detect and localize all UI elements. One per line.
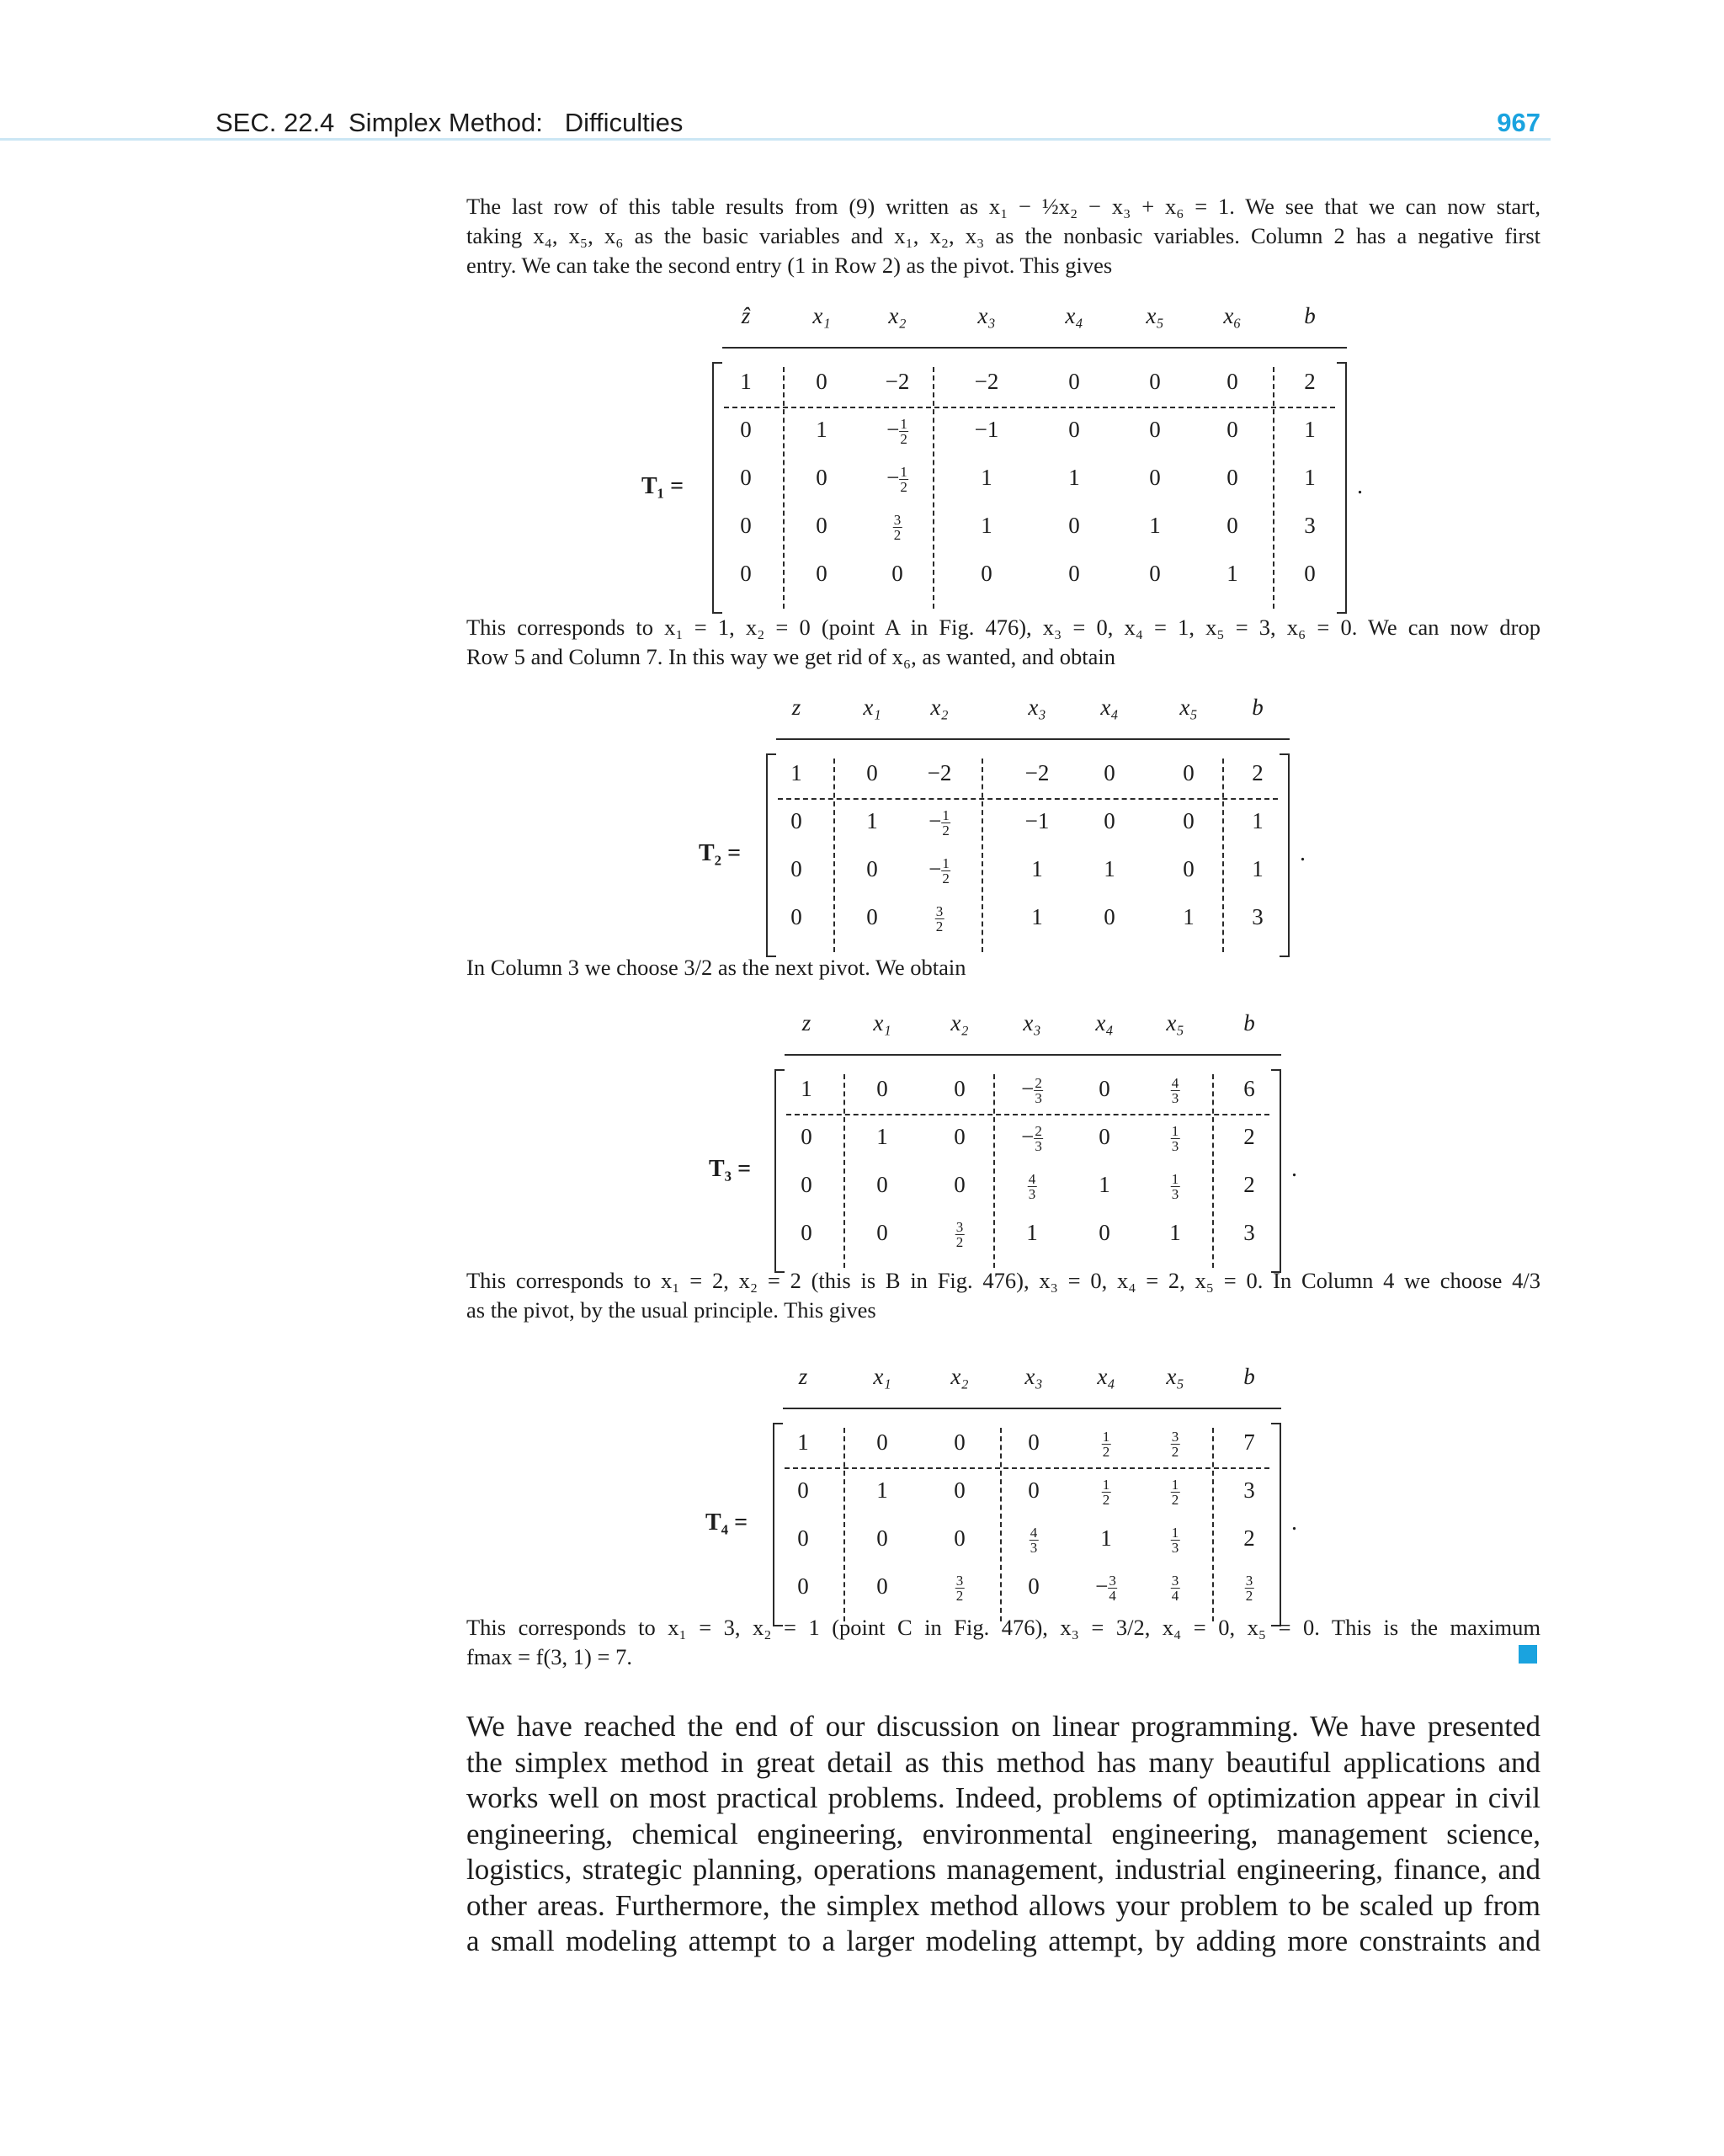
tableau-cell: 0 [740, 417, 752, 442]
column-divider [783, 367, 785, 609]
tableau-cell: 0 [954, 1076, 966, 1101]
tableau-cell: 1 [797, 1429, 809, 1455]
matrix-bracket-left [773, 1423, 783, 1626]
tableau-cell: $\frac{3}{2}$ [1171, 1429, 1179, 1461]
column-header: x₁ [863, 695, 881, 720]
column-divider [843, 1074, 845, 1268]
paragraph-5 [466, 1613, 1540, 1672]
column-header: x₁ [812, 303, 831, 328]
tableau-cell: $\frac{1}{2}$ [1102, 1429, 1110, 1461]
tableau-name: T₄ = [705, 1509, 748, 1536]
tableau-cell: 0 [1068, 513, 1080, 538]
tableau-cell: 1 [1226, 561, 1238, 586]
p6-line: logistics, strategic planning, operations management, industrial engineering, finance, and [466, 1853, 1540, 1886]
tableau-cell: $\frac{4}{3}$ [1028, 1171, 1036, 1203]
tableau-cell: 0 [876, 1525, 888, 1551]
running-header [216, 108, 1540, 141]
column-header: x₅ [1166, 1010, 1184, 1035]
row-divider [724, 407, 1335, 408]
tableau-cell: 3 [1252, 904, 1264, 929]
p6-line: engineering, chemical engineering, environmental engineering, management science, [466, 1817, 1540, 1850]
column-header: x₄ [1097, 1364, 1115, 1389]
column-divider [993, 1074, 995, 1268]
tableau-cell: 2 [1243, 1525, 1255, 1551]
column-header: x₃ [1024, 1364, 1043, 1389]
column-header: x₂ [950, 1364, 969, 1389]
tableau-cell: 1 [866, 808, 878, 833]
p4-line-1: This corresponds to x₁ = 2, x₂ = 2 (this is B in Fig. 476), x₃ = 0, x₄ = 2, x₅ = 0. In Column 4 we choose 4/3 [466, 1268, 1540, 1293]
column-header: x₄ [1095, 1010, 1114, 1035]
tableau-cell: − $\frac{1}{2}$ [886, 416, 907, 448]
tableau-cell: 3 [1243, 1220, 1255, 1245]
tableau-cell: $\frac{3}{2}$ [955, 1219, 964, 1251]
paragraph-2 [466, 613, 1540, 672]
column-divider [1212, 1428, 1214, 1621]
column-header: x₅ [1179, 695, 1198, 720]
tableau-cell: 0 [1226, 465, 1238, 490]
tableau-cell: 3 [1243, 1477, 1255, 1503]
tableau-cell: 1 [1026, 1220, 1038, 1245]
tableau-cell: $\frac{3}{2}$ [893, 512, 902, 544]
tableau-cell: 0 [801, 1124, 812, 1149]
tableau-cell: 0 [876, 1573, 888, 1599]
tableau-name: T₃ = [709, 1156, 752, 1182]
tableau-cell: 1 [1149, 513, 1161, 538]
tableau-cell: 0 [801, 1172, 812, 1197]
matrix-bracket-right [1271, 1069, 1281, 1273]
column-header: x₅ [1146, 303, 1164, 328]
column-header: x₂ [950, 1010, 969, 1035]
tableau-cell: − $\frac{1}{2}$ [929, 855, 950, 887]
tableau-cell: 0 [1068, 369, 1080, 394]
tableau-cell: 0 [866, 856, 878, 881]
column-header: ẑ [741, 303, 751, 328]
tableau-cell: 0 [1068, 417, 1080, 442]
column-header: x₁ [873, 1364, 891, 1389]
paragraph-4 [466, 1266, 1540, 1325]
tableau-cell: 0 [1149, 465, 1161, 490]
tableau-cell: 0 [954, 1124, 966, 1149]
tableau-cell: $\frac{3}{4}$ [1171, 1573, 1179, 1605]
column-header: x₂ [888, 303, 907, 328]
tableau-cell: 0 [1104, 808, 1115, 833]
tableau-cell: 1 [1068, 465, 1080, 490]
tableau-cell: 1 [1031, 856, 1043, 881]
column-divider [1212, 1074, 1214, 1268]
tableau-cell: 1 [1031, 904, 1043, 929]
tableau-cell: 0 [816, 513, 827, 538]
tableau-cell: 0 [1226, 513, 1238, 538]
tableau-cell: $\frac{1}{3}$ [1171, 1123, 1179, 1155]
tableau-cell: $\frac{3}{2}$ [955, 1573, 964, 1605]
column-header: x₆ [1223, 303, 1242, 328]
p2-line-2: Row 5 and Column 7. In this way we get rid of x₆, as wanted, and obtain [466, 644, 1115, 669]
sentence-period: . [1357, 472, 1363, 499]
column-header: x₃ [977, 303, 996, 328]
tableau-name: T₁ = [641, 472, 684, 499]
p6-line: We have reached the end of our discussion on linear programming. We have presented [466, 1710, 1540, 1743]
tableau-cell: 0 [797, 1573, 809, 1599]
header-rule [0, 138, 1551, 141]
closing-paragraph [466, 1709, 1540, 1960]
row-divider [785, 1467, 1269, 1469]
tableau-cell: 0 [876, 1429, 888, 1455]
tableau-cell: 1 [1304, 417, 1316, 442]
tableau-cell: 0 [740, 561, 752, 586]
header-rule-line [776, 738, 1290, 740]
column-header: b [1243, 1364, 1255, 1389]
p1-line-2: taking x₄, x₅, x₆ as the basic variables and x₁, x₂, x₃ as the nonbasic variables. Column 2 has a negative first [466, 223, 1540, 248]
tableau-cell: 0 [1183, 760, 1195, 785]
tableau-cell: 1 [1304, 465, 1316, 490]
tableau-cell: 0 [790, 904, 802, 929]
paragraph-3 [466, 953, 1540, 982]
matrix-bracket-left [712, 362, 722, 614]
tableau-cell: −2 [927, 760, 952, 785]
column-divider [843, 1428, 845, 1621]
p6-line: a small modeling attempt to a larger modeling attempt, by adding more constraints and [466, 1924, 1540, 1957]
tableau-cell: 0 [801, 1220, 812, 1245]
tableau-cell: 1 [1252, 808, 1264, 833]
matrix-bracket-right [1337, 362, 1347, 614]
tableau-cell: 0 [1028, 1429, 1040, 1455]
matrix-bracket-right [1271, 1423, 1281, 1626]
tableau-cell: 0 [1028, 1477, 1040, 1503]
column-header: x₃ [1028, 695, 1046, 720]
tableau-cell: 1 [981, 465, 992, 490]
sentence-period: . [1291, 1509, 1297, 1536]
tableau-cell: 0 [866, 904, 878, 929]
tableau-cell: 0 [1099, 1076, 1110, 1101]
tableau-cell: 0 [981, 561, 992, 586]
section-number: SEC. 22.4 [216, 108, 335, 137]
tableau-cell: − $\frac{1}{2}$ [929, 807, 950, 839]
tableau-cell: $\frac{1}{2}$ [1171, 1477, 1179, 1509]
column-header: z [801, 1010, 811, 1035]
column-header: b [1243, 1010, 1255, 1035]
tableau-cell: 0 [1226, 369, 1238, 394]
column-header: z [791, 695, 801, 720]
matrix-bracket-left [766, 753, 776, 957]
column-header: x₄ [1065, 303, 1083, 328]
tableau-cell: 0 [954, 1172, 966, 1197]
header-rule-line [785, 1054, 1281, 1056]
tableau-cell: 0 [740, 513, 752, 538]
tableau-cell: 2 [1252, 760, 1264, 785]
end-of-example-square [1519, 1645, 1537, 1664]
sentence-period: . [1300, 840, 1306, 866]
column-header: x₂ [930, 695, 949, 720]
header-rule-line [722, 347, 1347, 349]
p2-line-1: This corresponds to x₁ = 1, x₂ = 0 (point A in Fig. 476), x₃ = 0, x₄ = 1, x₅ = 3, x₆ = 0. We can now drop [466, 615, 1540, 640]
tableau-cell: 1 [740, 369, 752, 394]
column-divider [1273, 367, 1274, 609]
tableau-cell: −2 [1024, 760, 1050, 785]
tableau-cell: 1 [1099, 1172, 1110, 1197]
p5-line-1: This corresponds to x₁ = 3, x₂ = 1 (point C in Fig. 476), x₃ = 3/2, x₄ = 0, x₅ = 0. This is the maximum [466, 1615, 1540, 1640]
tableau-cell: 0 [1068, 561, 1080, 586]
tableau-cell: 0 [1183, 808, 1195, 833]
tableau-cell: 1 [1169, 1220, 1181, 1245]
p6-line: works well on most practical problems. Indeed, problems of optimization appear in civil [466, 1781, 1540, 1814]
tableau-cell: $\frac{1}{2}$ [1102, 1477, 1110, 1509]
tableau-cell: 0 [816, 561, 827, 586]
header-rule-line [783, 1408, 1281, 1409]
column-header: b [1304, 303, 1316, 328]
tableau-cell: 2 [1243, 1172, 1255, 1197]
p1-line-3: entry. We can take the second entry (1 in Row 2) as the pivot. This gives [466, 253, 1113, 278]
tableau-cell: 0 [954, 1429, 966, 1455]
tableau-cell: 0 [797, 1525, 809, 1551]
matrix-bracket-left [774, 1069, 785, 1273]
column-divider [1222, 759, 1224, 952]
sentence-period: . [1291, 1156, 1297, 1182]
tableau-cell: $\frac{4}{3}$ [1171, 1075, 1179, 1107]
column-header: x₁ [873, 1010, 891, 1035]
tableau-cell: 0 [1104, 760, 1115, 785]
tableau-cell: 2 [1243, 1124, 1255, 1149]
tableau-cell: −2 [974, 369, 999, 394]
p3-line-1: In Column 3 we choose 3/2 as the next pivot. We obtain [466, 955, 966, 980]
tableau-cell: −2 [885, 369, 910, 394]
tableau-cell: 1 [981, 513, 992, 538]
tableau-cell: 0 [1149, 561, 1161, 586]
tableau-cell: 2 [1304, 369, 1316, 394]
tableau-cell: 0 [891, 561, 903, 586]
tableau-cell: 1 [1252, 856, 1264, 881]
tableau-cell: 0 [816, 369, 827, 394]
tableau-cell: −1 [1024, 808, 1050, 833]
column-header: x₅ [1166, 1364, 1184, 1389]
p6-line: other areas. Furthermore, the simplex method allows your problem to be scaled up from [466, 1888, 1540, 1922]
tableau-cell: − $\frac{2}{3}$ [1021, 1075, 1042, 1107]
tableau-cell: 0 [1149, 417, 1161, 442]
tableau-cell: 1 [790, 760, 802, 785]
tableau-cell: $\frac{1}{3}$ [1171, 1171, 1179, 1203]
tableau-cell: 0 [954, 1525, 966, 1551]
p4-line-2: as the pivot, by the usual principle. This gives [466, 1297, 876, 1323]
row-divider [786, 1114, 1269, 1115]
tableau-cell: 0 [1104, 904, 1115, 929]
column-divider [982, 759, 983, 952]
tableau-cell: $\frac{3}{2}$ [1245, 1573, 1253, 1605]
p1-line-1: The last row of this table results from (9) written as x₁ − ½x₂ − x₃ + x₆ = 1. We see that we can now start, [466, 194, 1540, 219]
paragraph-1 [466, 192, 1540, 280]
tableau-cell: 0 [876, 1172, 888, 1197]
tableau-cell: 0 [790, 856, 802, 881]
tableau-cell: 0 [1028, 1573, 1040, 1599]
tableau-cell: 0 [876, 1220, 888, 1245]
tableau-cell: 1 [1100, 1525, 1112, 1551]
section-title: Simplex Method: Difficulties [349, 108, 684, 137]
column-header: x₄ [1100, 695, 1119, 720]
tableau-cell: 0 [740, 465, 752, 490]
page-number: 967 [1497, 108, 1540, 137]
tableau-cell: $\frac{4}{3}$ [1030, 1525, 1038, 1557]
column-divider [1000, 1428, 1002, 1621]
tableau-cell: 0 [797, 1477, 809, 1503]
tableau-cell: 0 [866, 760, 878, 785]
column-header: b [1252, 695, 1264, 720]
tableau-cell: 3 [1304, 513, 1316, 538]
tableau-cell: 1 [1183, 904, 1195, 929]
p5-line-2: fmax = f(3, 1) = 7. [466, 1644, 632, 1669]
tableau-cell: 0 [1099, 1124, 1110, 1149]
tableau-cell: − $\frac{3}{4}$ [1095, 1573, 1116, 1605]
column-header: z [798, 1364, 808, 1389]
tableau-cell: 1 [876, 1124, 888, 1149]
tableau-cell: 7 [1243, 1429, 1255, 1455]
column-header: x₃ [1023, 1010, 1041, 1035]
tableau-cell: 1 [1104, 856, 1115, 881]
tableau-cell: 6 [1243, 1076, 1255, 1101]
tableau-name: T₂ = [699, 840, 742, 866]
tableau-cell: $\frac{1}{3}$ [1171, 1525, 1179, 1557]
column-divider [833, 759, 835, 952]
tableau-cell: 0 [790, 808, 802, 833]
tableau-cell: − $\frac{2}{3}$ [1021, 1123, 1042, 1155]
tableau-cell: 1 [816, 417, 827, 442]
tableau-cell: $\frac{3}{2}$ [935, 903, 944, 935]
tableau-cell: 0 [816, 465, 827, 490]
tableau-cell: 0 [954, 1477, 966, 1503]
tableau-cell: 0 [1099, 1220, 1110, 1245]
tableau-cell: 1 [876, 1477, 888, 1503]
tableau-cell: 0 [1226, 417, 1238, 442]
tableau-cell: 0 [1149, 369, 1161, 394]
column-divider [933, 367, 934, 609]
tableau-cell: −1 [974, 417, 999, 442]
tableau-cell: 0 [876, 1076, 888, 1101]
tableau-cell: 1 [801, 1076, 812, 1101]
tableau-cell: 0 [1304, 561, 1316, 586]
tableau-cell: − $\frac{1}{2}$ [886, 464, 907, 496]
matrix-bracket-right [1280, 753, 1290, 957]
tableau-cell: 0 [1183, 856, 1195, 881]
p6-line: the simplex method in great detail as this method has many beautiful applications and [466, 1745, 1540, 1779]
row-divider [778, 798, 1278, 800]
